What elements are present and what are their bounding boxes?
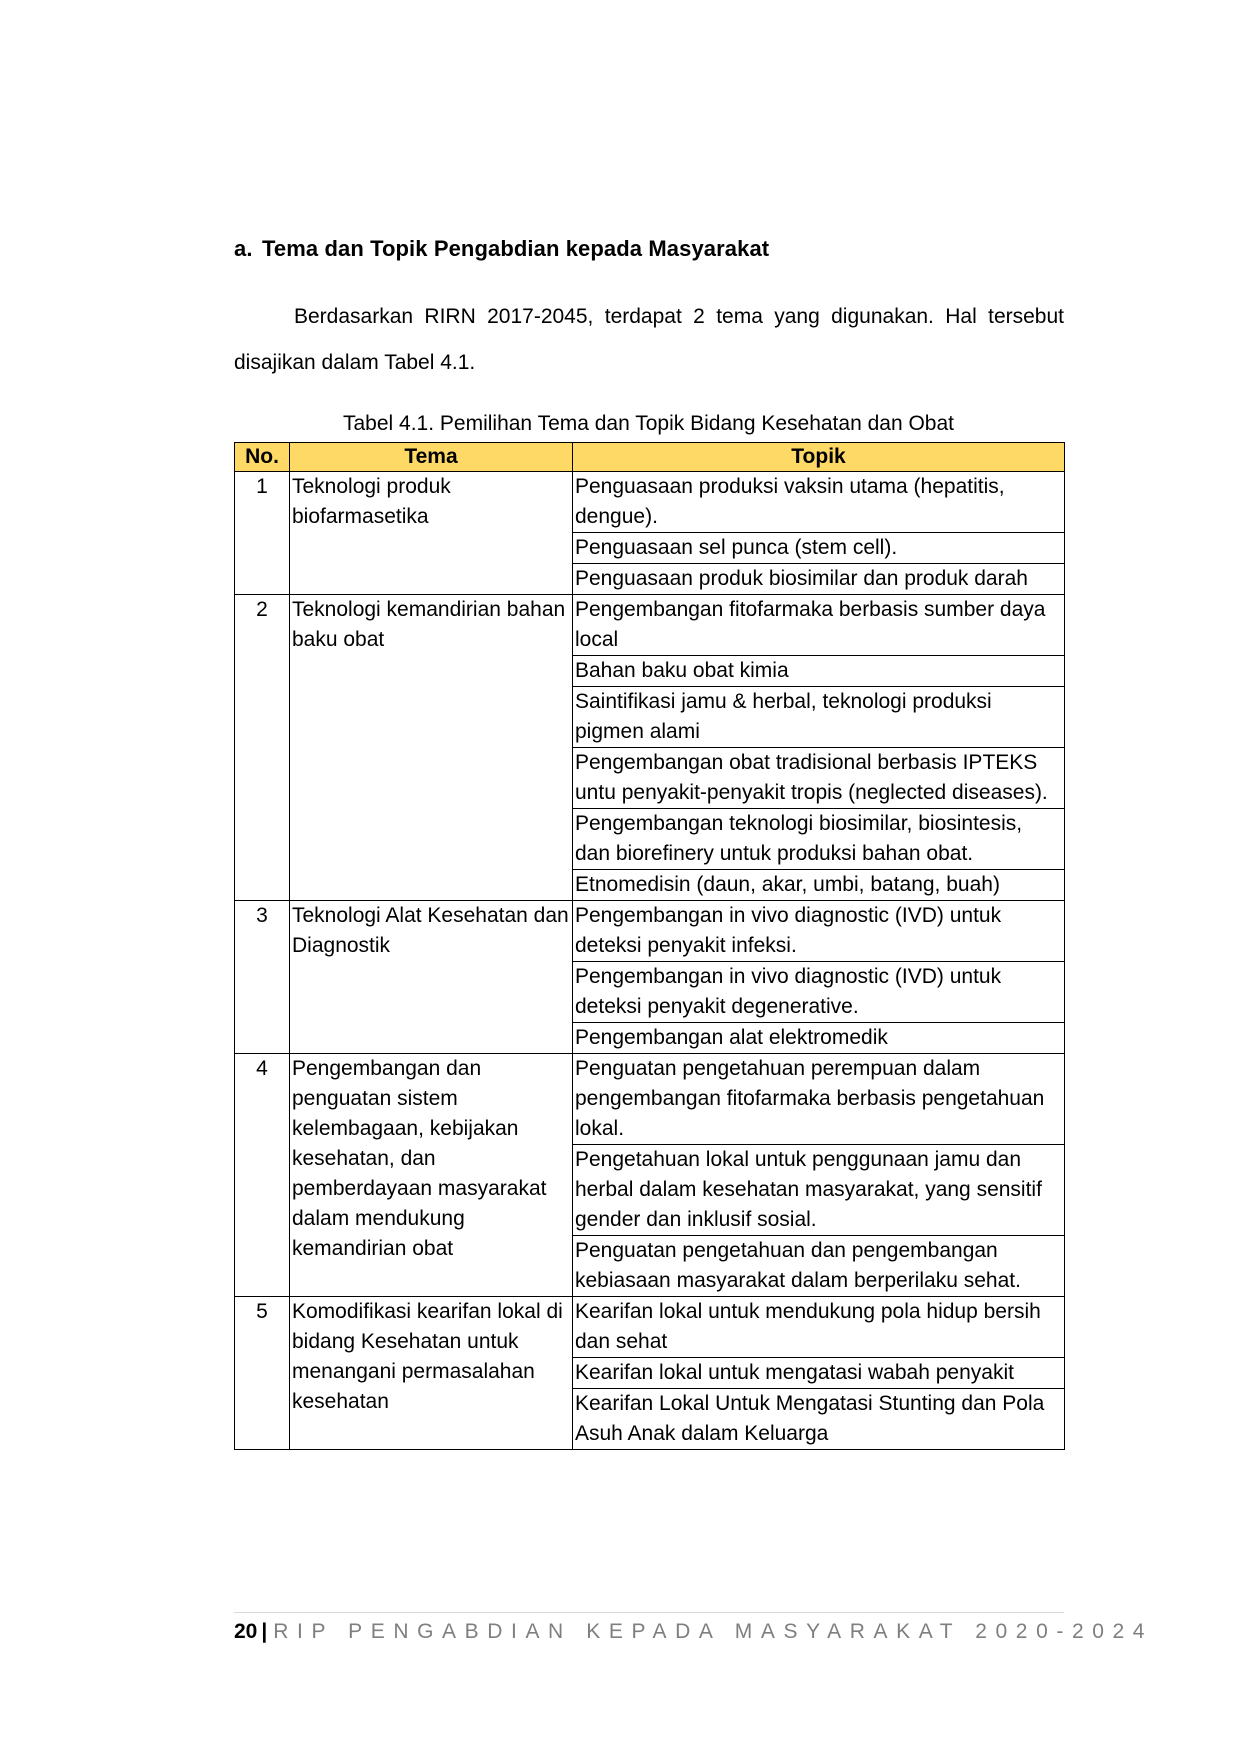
table-row <box>235 1054 1065 1145</box>
tema-cell: Teknologi kemandirian bahan baku obat <box>290 595 573 901</box>
topik-cell: Pengembangan obat tradisional berbasis IPTEKS untu penyakit-penyakit tropis (neglected diseases). <box>573 748 1065 809</box>
table-row <box>235 472 1065 533</box>
topik-cell: Penguasaan produksi vaksin utama (hepatitis, dengue). <box>573 472 1065 533</box>
page-footer <box>234 1620 1153 1644</box>
table-row <box>235 1297 1065 1358</box>
topik-cell: Penguatan pengetahuan perempuan dalam pengembangan fitofarmaka berbasis pengetahuan lokal. <box>573 1054 1065 1145</box>
table-row <box>235 901 1065 962</box>
topik-cell: Kearifan Lokal Untuk Mengatasi Stunting dan Pola Asuh Anak dalam Keluarga <box>573 1389 1065 1450</box>
footer-separator: | <box>261 1620 268 1643</box>
topik-cell: Kearifan lokal untuk mengatasi wabah penyakit <box>573 1358 1065 1389</box>
intro-paragraph-text: Berdasarkan RIRN 2017-2045, terdapat 2 tema yang digunakan. Hal tersebut disajikan dalam Tabel 4.1. <box>234 305 1064 374</box>
topik-cell: Bahan baku obat kimia <box>573 656 1065 687</box>
intro-paragraph <box>234 294 1064 386</box>
header-topik: Topik <box>573 443 1065 472</box>
table-row <box>235 595 1065 656</box>
theme-topic-table <box>234 442 1065 1450</box>
topik-cell: Pengembangan alat elektromedik <box>573 1023 1065 1054</box>
table-caption: Tabel 4.1. Pemilihan Tema dan Topik Bidang Kesehatan dan Obat <box>343 412 954 435</box>
row-number: 4 <box>235 1054 290 1297</box>
header-tema: Tema <box>290 443 573 472</box>
topik-cell: Pengembangan in vivo diagnostic (IVD) untuk deteksi penyakit degenerative. <box>573 962 1065 1023</box>
section-heading <box>234 236 769 262</box>
tema-cell: Teknologi produk biofarmasetika <box>290 472 573 595</box>
topik-cell: Kearifan lokal untuk mendukung pola hidup bersih dan sehat <box>573 1297 1065 1358</box>
tema-cell: Pengembangan dan penguatan sistem kelembagaan, kebijakan kesehatan, dan pemberdayaan masyarakat dalam mendukung kemandirian obat <box>290 1054 573 1297</box>
topik-cell: Pengembangan in vivo diagnostic (IVD) untuk deteksi penyakit infeksi. <box>573 901 1065 962</box>
page-number: 20 <box>234 1620 258 1643</box>
row-number: 1 <box>235 472 290 595</box>
section-marker: a. <box>234 236 253 261</box>
footer-divider <box>234 1612 1064 1613</box>
footer-title: RIP PENGABDIAN KEPADA MASYARAKAT 2020-2024 <box>273 1620 1154 1643</box>
tema-cell: Komodifikasi kearifan lokal di bidang Kesehatan untuk menangani permasalahan kesehatan <box>290 1297 573 1450</box>
topik-cell: Penguasaan sel punca (stem cell). <box>573 533 1065 564</box>
row-number: 5 <box>235 1297 290 1450</box>
topik-cell: Pengetahuan lokal untuk penggunaan jamu dan herbal dalam kesehatan masyarakat, yang sensitif gender dan inklusif sosial. <box>573 1145 1065 1236</box>
table-header-row <box>235 443 1065 472</box>
table-body <box>235 472 1065 1450</box>
topik-cell: Pengembangan teknologi biosimilar, biosintesis, dan biorefinery untuk produksi bahan obat. <box>573 809 1065 870</box>
topik-cell: Pengembangan fitofarmaka berbasis sumber daya local <box>573 595 1065 656</box>
topik-cell: Penguasaan produk biosimilar dan produk darah <box>573 564 1065 595</box>
tema-cell: Teknologi Alat Kesehatan dan Diagnostik <box>290 901 573 1054</box>
section-heading-text: Tema dan Topik Pengabdian kepada Masyarakat <box>262 236 770 261</box>
row-number: 2 <box>235 595 290 901</box>
topik-cell: Etnomedisin (daun, akar, umbi, batang, buah) <box>573 870 1065 901</box>
topik-cell: Penguatan pengetahuan dan pengembangan kebiasaan masyarakat dalam berperilaku sehat. <box>573 1236 1065 1297</box>
topik-cell: Saintifikasi jamu & herbal, teknologi produksi pigmen alami <box>573 687 1065 748</box>
header-no: No. <box>235 443 290 472</box>
row-number: 3 <box>235 901 290 1054</box>
